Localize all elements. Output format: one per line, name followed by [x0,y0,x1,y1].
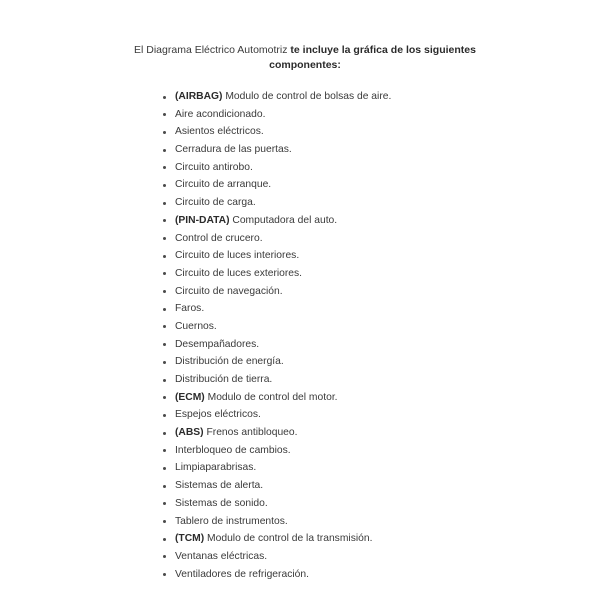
list-item [162,318,391,336]
bullet-icon [163,467,166,470]
bullet-icon [163,325,166,328]
list-item-text: Control de crucero. [175,232,263,244]
list-item-text: Asientos eléctricos. [175,126,264,138]
list-item-text: Aire acondicionado. [175,108,266,120]
bullet-icon [163,149,166,152]
bullet-icon [163,379,166,382]
list-item [162,176,391,194]
list-item [162,424,391,442]
list-item [162,406,391,424]
list-item-text: Circuito de navegación. [175,285,283,297]
list-item [162,336,391,354]
list-item [162,548,391,566]
list-item-text: Sistemas de alerta. [175,480,264,492]
list-item-text: Tablero de instrumentos. [175,515,288,527]
list-item [162,106,391,124]
list-item-text: Limpiaparabrisas. [175,462,257,474]
bullet-icon [163,184,166,187]
bullet-icon [163,520,166,523]
list-item-text: Modulo de control de bolsas de aire. [222,91,392,102]
bullet-icon [163,396,166,399]
list-item-text: Modulo de control del motor. [204,391,338,403]
list-item-tag: (AIRBAG) [175,91,223,102]
bullet-icon [163,432,166,435]
bullet-icon [163,113,166,116]
list-item-text: Cuernos. [175,320,217,332]
bullet-icon [163,361,166,364]
list-item [162,123,391,141]
bullet-icon [163,308,166,311]
list-item [162,495,391,513]
bullet-icon [163,237,166,240]
list-item [162,442,391,460]
list-item-text: Ventiladores de refrigeración. [175,568,309,580]
list-item-text: Frenos antibloqueo. [203,427,298,439]
list-item-text: Distribución de energía. [175,356,284,368]
list-item [162,141,391,159]
list-item-tag: (PIN-DATA) [175,214,230,226]
list-item [162,283,391,301]
list-item-text: Espejos eléctricos. [175,409,261,421]
list-item-text: Circuito de luces exteriores. [175,267,303,279]
bullet-icon [163,272,166,275]
list-item-text: Distribución de tierra. [175,374,273,385]
bullet-icon [163,290,166,293]
list-item [162,159,391,177]
bullet-icon [163,414,166,417]
list-item [162,353,391,371]
list-item-text: Interbloqueo de cambios. [175,444,291,456]
bullet-icon [163,96,166,99]
list-item-text: Circuito de arranque. [175,179,272,191]
list-item [162,513,391,531]
bullet-icon [163,538,166,541]
list-item [162,477,391,495]
list-item-tag: (TCM) [175,533,205,545]
intro-text: El Diagrama Eléctrico Automotriz [134,44,291,56]
list-item [162,371,391,389]
list-item-text: Circuito de luces interiores. [175,250,300,262]
list-item [162,212,391,230]
list-item-text: Ventanas eléctricas. [175,550,268,562]
bullet-icon [163,573,166,576]
bullet-icon [163,485,166,488]
list-item-text: Circuito de carga. [175,197,256,209]
list-item-text: Computadora del auto. [229,214,338,226]
bullet-icon [163,255,166,258]
list-item [162,230,391,248]
list-item [162,265,391,283]
bullet-icon [163,502,166,505]
bullet-icon [163,202,166,205]
bullet-icon [163,555,166,558]
list-item-text: Desempañadores. [175,338,260,350]
list-item-text: Modulo de control de la transmisión. [204,533,373,545]
bullet-icon [163,166,166,169]
list-item-text: Sistemas de sonido. [175,497,268,509]
list-item [162,566,391,584]
bullet-icon [163,343,166,346]
list-item [162,389,391,407]
list-item-tag: (ECM) [175,391,205,403]
list-item-text: Circuito antirobo. [175,161,253,173]
list-item [162,194,391,212]
list-item [162,459,391,477]
bullet-icon [163,449,166,452]
intro-paragraph [120,43,490,73]
list-item [162,530,391,548]
list-item [162,247,391,265]
list-item [162,88,391,106]
intro-bold-text: te incluye la gráfica de los siguientes componentes: [269,44,476,71]
list-item-text: Cerradura de las puertas. [175,144,292,156]
list-item [162,300,391,318]
list-item-tag: (ABS) [175,427,204,439]
component-list [162,88,391,583]
bullet-icon [163,131,166,134]
list-item-text: Faros. [175,303,205,315]
bullet-icon [163,219,166,222]
